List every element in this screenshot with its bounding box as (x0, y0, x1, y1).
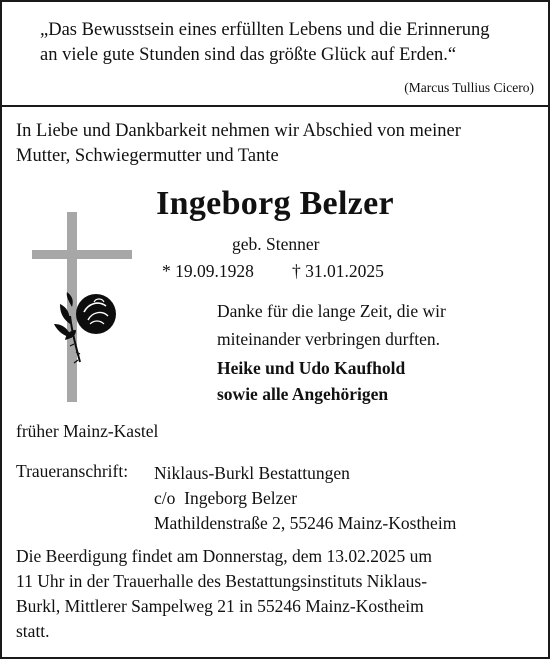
former-residence: früher Mainz-Kastel (16, 421, 159, 441)
intro-text (16, 119, 536, 169)
address-label: Traueranschrift: (16, 461, 129, 481)
funeral-line: statt. (16, 621, 50, 641)
funeral-line: Die Beerdigung findet am Donnerstag, dem 13.02.2025 um (16, 546, 433, 566)
quote-line: „Das Bewusstsein eines erfüllten Lebens und die Erinnerung (40, 20, 490, 40)
thanks-line: Danke für die lange Zeit, die wir (217, 301, 446, 321)
intro-line: Mutter, Schwiegermutter und Tante (16, 146, 279, 166)
mourners-line: Heike und Udo Kaufhold (217, 358, 406, 378)
address-line: Niklaus-Burkl Bestattungen (154, 463, 350, 483)
maiden-name: geb. Stenner (232, 234, 320, 254)
quote-author: (Marcus Tullius Cicero) (404, 80, 534, 95)
mourners (217, 355, 537, 407)
cross-icon (32, 212, 132, 407)
death-date: † 31.01.2025 (292, 261, 384, 281)
address-line: c/o Ingeborg Belzer (154, 488, 298, 508)
address-line: Mathildenstraße 2, 55246 Mainz-Kostheim (154, 513, 457, 533)
thanks-line: miteinander verbringen durften. (217, 329, 441, 349)
deceased-name: Ingeborg Belzer (156, 185, 394, 222)
quote (40, 18, 510, 68)
quote-line: an viele gute Stunden sind das größte Glück auf Erden.“ (40, 45, 457, 65)
address-block (154, 461, 456, 536)
intro-line: In Liebe und Dankbarkeit nehmen wir Abschied von meiner (16, 121, 461, 141)
funeral-info (16, 544, 541, 644)
funeral-line: 11 Uhr in der Trauerhalle des Bestattungsinstituts Niklaus- (16, 571, 428, 591)
divider (2, 105, 548, 107)
thanks-text (217, 297, 537, 353)
birth-date: * 19.09.1928 (162, 261, 254, 281)
funeral-line: Burkl, Mittlerer Sampelweg 21 in 55246 Mainz-Kostheim (16, 596, 424, 616)
mourners-line: sowie alle Angehörigen (217, 384, 389, 404)
rose-icon (54, 292, 116, 363)
